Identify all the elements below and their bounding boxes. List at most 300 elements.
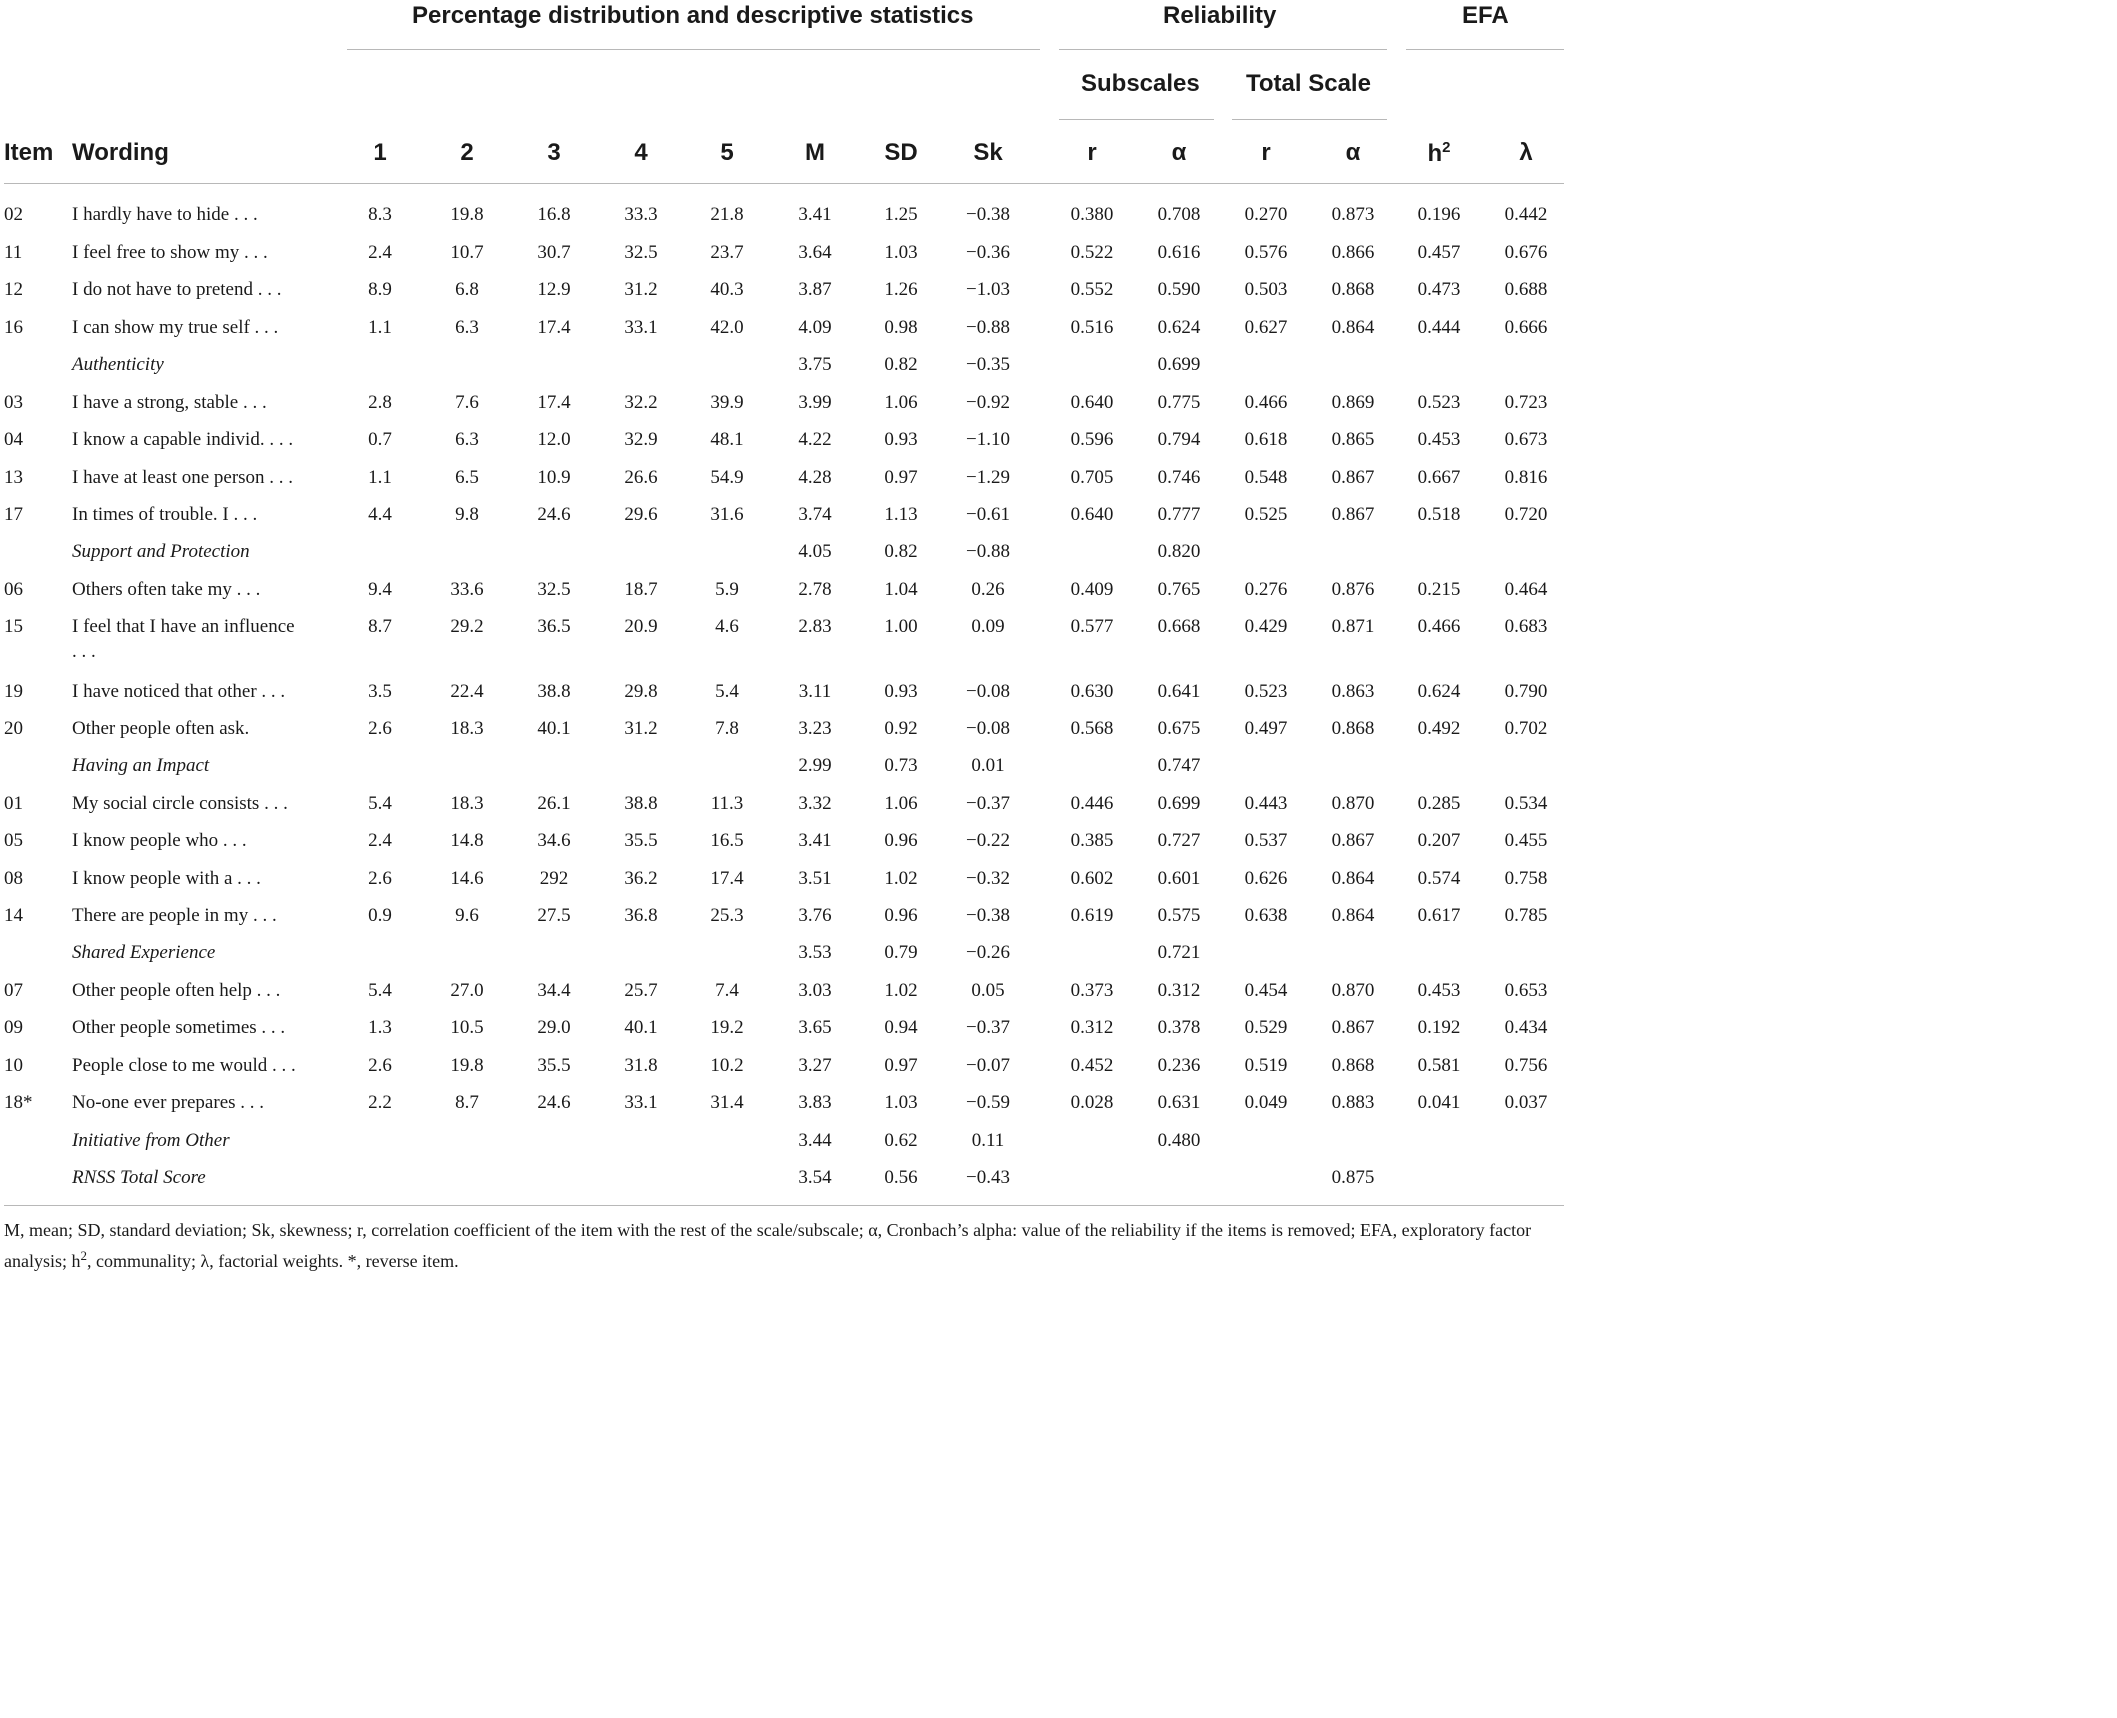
cell-sd: 0.97 [884,467,918,488]
cell-sub-alpha: 0.794 [1157,429,1201,450]
item-wording: I know a capable individ. . . . [72,429,294,450]
cell-pct-3: 30.7 [537,242,571,263]
cell-sd: 0.97 [884,1055,918,1076]
cell-total-alpha: 0.867 [1331,504,1375,525]
col-header-total-r: r [1261,139,1271,166]
cell-pct-5: 23.7 [710,242,744,263]
cell-h2: 0.581 [1417,1055,1461,1076]
cell-sub-r: 0.380 [1070,204,1114,225]
cell-sd: 1.03 [884,1092,918,1113]
cell-mean: 2.99 [798,755,832,776]
cell-skewness: 0.26 [971,579,1005,600]
cell-total-r: 0.523 [1244,681,1288,702]
cell-sub-r: 0.522 [1070,242,1114,263]
cell-total-r: 0.443 [1244,793,1288,814]
item-wording: I feel free to show my . . . [72,242,268,263]
cell-mean: 4.22 [798,429,832,450]
cell-lambda: 0.720 [1504,504,1548,525]
cell-h2: 0.207 [1417,830,1461,851]
cell-total-r: 0.049 [1244,1092,1288,1113]
cell-skewness: −0.88 [966,317,1010,338]
cell-sub-r: 0.312 [1070,1017,1114,1038]
cell-mean: 3.64 [798,242,832,263]
cell-mean: 3.75 [798,354,832,375]
cell-pct-2: 33.6 [450,579,484,600]
cell-lambda: 0.464 [1504,579,1548,600]
cell-pct-2: 9.6 [455,905,479,926]
cell-sub-alpha: 0.624 [1157,317,1201,338]
cell-sub-alpha: 0.631 [1157,1092,1201,1113]
cell-skewness: 0.11 [971,1130,1005,1151]
cell-total-r: 0.537 [1244,830,1288,851]
cell-sub-alpha: 0.312 [1157,980,1201,1001]
cell-pct-1: 5.4 [368,980,392,1001]
cell-h2: 0.215 [1417,579,1461,600]
cell-mean: 3.74 [798,504,832,525]
cell-h2: 0.492 [1417,718,1461,739]
cell-total-r: 0.466 [1244,392,1288,413]
cell-total-alpha: 0.883 [1331,1092,1375,1113]
cell-sd: 0.62 [884,1130,918,1151]
item-number: 11 [4,242,23,263]
cell-sub-alpha: 0.775 [1157,392,1201,413]
col-header-h2: $h^2$ [1427,139,1451,167]
cell-skewness: −0.08 [966,718,1010,739]
header-total-scale: Total Scale [1246,70,1371,97]
cell-lambda: 0.723 [1504,392,1548,413]
cell-sub-r: 0.385 [1070,830,1114,851]
cell-pct-2: 10.5 [450,1017,484,1038]
cell-sd: 0.82 [884,541,918,562]
cell-pct-2: 27.0 [450,980,484,1001]
cell-sub-alpha: 0.236 [1157,1055,1201,1076]
cell-mean: 3.27 [798,1055,832,1076]
cell-total-r: 0.525 [1244,504,1288,525]
cell-pct-2: 8.7 [455,1092,479,1113]
cell-skewness: −0.43 [966,1167,1010,1188]
cell-pct-5: 25.3 [710,905,744,926]
col-header-lambda: λ [1519,139,1533,166]
cell-total-r: 0.497 [1244,718,1288,739]
cell-pct-5: 39.9 [710,392,744,413]
item-number: 18* [4,1092,33,1113]
cell-pct-5: 48.1 [710,429,744,450]
cell-h2: 0.518 [1417,504,1461,525]
cell-sd: 0.94 [884,1017,918,1038]
cell-sub-alpha: 0.708 [1157,204,1201,225]
cell-sd: 0.79 [884,942,918,963]
cell-pct-2: 6.3 [455,317,479,338]
cell-lambda: 0.434 [1504,1017,1548,1038]
item-number: 17 [4,504,23,525]
cell-pct-3: 34.4 [537,980,571,1001]
cell-sd: 0.93 [884,429,918,450]
col-header-m: M [805,139,825,166]
cell-pct-4: 36.2 [624,868,658,889]
cell-pct-3: 35.5 [537,1055,571,1076]
item-wording: In times of trouble. I . . . [72,504,258,525]
cell-pct-1: 8.9 [368,279,392,300]
cell-pct-1: 5.4 [368,793,392,814]
cell-skewness: −0.59 [966,1092,1010,1113]
cell-sd: 1.06 [884,793,918,814]
cell-skewness: −0.37 [966,793,1010,814]
cell-pct-1: 2.2 [368,1092,392,1113]
cell-pct-3: 292 [539,868,569,889]
cell-pct-1: 2.4 [368,830,392,851]
cell-sub-alpha: 0.575 [1157,905,1201,926]
cell-mean: 3.99 [798,392,832,413]
cell-pct-3: 10.9 [537,467,571,488]
cell-pct-4: 40.1 [624,1017,658,1038]
col-header-wording: Wording [72,139,169,166]
cell-pct-1: 2.8 [368,392,392,413]
item-wording: I can show my true self . . . [72,317,279,338]
item-wording: Other people sometimes . . . [72,1017,286,1038]
cell-skewness: −0.61 [966,504,1010,525]
item-number: 19 [4,681,23,702]
cell-pct-3: 27.5 [537,905,571,926]
cell-skewness: −0.37 [966,1017,1010,1038]
cell-sub-r: 0.409 [1070,579,1114,600]
cell-pct-5: 31.4 [710,1092,744,1113]
cell-pct-4: 26.6 [624,467,658,488]
cell-pct-1: 1.1 [368,467,392,488]
cell-pct-5: 7.4 [715,980,739,1001]
cell-pct-4: 32.9 [624,429,658,450]
cell-total-r: 0.638 [1244,905,1288,926]
cell-sub-r: 0.640 [1070,392,1114,413]
cell-skewness: 0.01 [971,755,1005,776]
cell-total-alpha: 0.864 [1331,905,1375,926]
cell-pct-2: 6.5 [455,467,479,488]
cell-skewness: −0.26 [966,942,1010,963]
cell-mean: 3.54 [798,1167,832,1188]
cell-sub-r: 0.705 [1070,467,1114,488]
cell-pct-2: 6.3 [455,429,479,450]
cell-pct-1: 1.1 [368,317,392,338]
cell-mean: 4.28 [798,467,832,488]
cell-pct-5: 31.6 [710,504,744,525]
cell-pct-2: 18.3 [450,718,484,739]
cell-h2: 0.041 [1417,1092,1461,1113]
cell-total-alpha: 0.867 [1331,1017,1375,1038]
cell-pct-1: 9.4 [368,579,392,600]
item-number: 12 [4,279,23,300]
cell-sub-r: 0.602 [1070,868,1114,889]
header-group-efa: EFA [1462,2,1509,29]
cell-sd: 1.03 [884,242,918,263]
cell-skewness: −0.88 [966,541,1010,562]
item-wording: Other people often ask. [72,718,250,739]
cell-pct-5: 16.5 [710,830,744,851]
cell-sub-alpha: 0.378 [1157,1017,1201,1038]
cell-sub-alpha: 0.601 [1157,868,1201,889]
item-number: 20 [4,718,23,739]
cell-pct-3: 40.1 [537,718,571,739]
cell-lambda: 0.785 [1504,905,1548,926]
cell-skewness: −1.03 [966,279,1010,300]
cell-total-alpha: 0.868 [1331,279,1375,300]
cell-sub-alpha: 0.668 [1157,616,1201,637]
cell-mean: 3.83 [798,1092,832,1113]
cell-sub-r: 0.568 [1070,718,1114,739]
col-header-sk: Sk [973,139,1003,166]
cell-skewness: −0.08 [966,681,1010,702]
cell-h2: 0.453 [1417,429,1461,450]
item-number: 07 [4,980,23,1001]
cell-sd: 1.26 [884,279,918,300]
cell-pct-2: 10.7 [450,242,484,263]
item-number: 06 [4,579,23,600]
cell-pct-3: 16.8 [537,204,571,225]
cell-mean: 3.65 [798,1017,832,1038]
cell-total-r: 0.627 [1244,317,1288,338]
cell-pct-4: 31.2 [624,279,658,300]
cell-pct-4: 29.6 [624,504,658,525]
cell-mean: 3.76 [798,905,832,926]
cell-lambda: 0.666 [1504,317,1548,338]
table-footnote: M, mean; SD, standard deviation; Sk, skewness; r, correlation coefficient of the item with the rest of the scale/subscale; α, Cronbach’s alpha: value of the reliability if the items is removed; EFA, exploratory factor analysis; $h^2$, communality; λ, factorial weights. *, reverse item. [4,1220,1532,1271]
item-wording: I know people who . . . [72,830,247,851]
cell-pct-3: 38.8 [537,681,571,702]
subscale-name: Support and Protection [72,541,250,562]
cell-pct-3: 36.5 [537,616,571,637]
cell-total-r: 0.626 [1244,868,1288,889]
cell-pct-1: 2.6 [368,718,392,739]
cell-total-r: 0.276 [1244,579,1288,600]
cell-lambda: 0.702 [1504,718,1548,739]
cell-sd: 1.06 [884,392,918,413]
cell-sub-alpha: 0.727 [1157,830,1201,851]
cell-sd: 0.73 [884,755,918,776]
cell-h2: 0.473 [1417,279,1461,300]
cell-pct-3: 24.6 [537,504,571,525]
subscale-name: Having an Impact [72,755,210,776]
cell-sd: 1.25 [884,204,918,225]
cell-lambda: 0.534 [1504,793,1548,814]
cell-sub-alpha: 0.590 [1157,279,1201,300]
item-number: 10 [4,1055,23,1076]
cell-pct-2: 6.8 [455,279,479,300]
cell-lambda: 0.037 [1504,1092,1548,1113]
cell-total-r: 0.454 [1244,980,1288,1001]
cell-pct-4: 18.7 [624,579,658,600]
cell-lambda: 0.756 [1504,1055,1548,1076]
cell-pct-4: 32.5 [624,242,658,263]
cell-sub-r: 0.446 [1070,793,1114,814]
cell-lambda: 0.653 [1504,980,1548,1001]
cell-pct-3: 32.5 [537,579,571,600]
cell-lambda: 0.688 [1504,279,1548,300]
cell-mean: 3.32 [798,793,832,814]
cell-h2: 0.466 [1417,616,1461,637]
cell-pct-2: 22.4 [450,681,484,702]
cell-skewness: −0.38 [966,905,1010,926]
cell-pct-2: 18.3 [450,793,484,814]
cell-total-alpha: 0.870 [1331,793,1375,814]
cell-h2: 0.453 [1417,980,1461,1001]
cell-total-r: 0.618 [1244,429,1288,450]
cell-total-alpha: 0.876 [1331,579,1375,600]
col-header-3: 3 [547,139,561,166]
cell-sub-alpha: 0.699 [1157,354,1201,375]
item-wording: Other people often help . . . [72,980,281,1001]
cell-sd: 0.93 [884,681,918,702]
subscale-name: Authenticity [72,354,164,375]
cell-sd: 1.02 [884,980,918,1001]
cell-total-alpha: 0.868 [1331,1055,1375,1076]
col-header-2: 2 [460,139,474,166]
cell-mean: 3.87 [798,279,832,300]
cell-sub-alpha: 0.641 [1157,681,1201,702]
item-wording-continuation: . . . [72,641,96,662]
item-number: 05 [4,830,23,851]
cell-total-r: 0.519 [1244,1055,1288,1076]
cell-pct-5: 40.3 [710,279,744,300]
cell-pct-3: 34.6 [537,830,571,851]
cell-pct-1: 1.3 [368,1017,392,1038]
item-wording: I have a strong, stable . . . [72,392,267,413]
cell-h2: 0.444 [1417,317,1461,338]
cell-sd: 0.56 [884,1167,918,1188]
col-header-total-alpha: α [1345,139,1361,166]
cell-sub-r: 0.452 [1070,1055,1114,1076]
cell-pct-4: 33.1 [624,317,658,338]
cell-mean: 2.83 [798,616,832,637]
cell-sub-r: 0.516 [1070,317,1114,338]
cell-sub-r: 0.640 [1070,504,1114,525]
cell-pct-2: 7.6 [455,392,479,413]
cell-skewness: −0.35 [966,354,1010,375]
cell-mean: 3.51 [798,868,832,889]
item-number: 04 [4,429,23,450]
cell-pct-1: 2.6 [368,1055,392,1076]
cell-pct-2: 19.8 [450,204,484,225]
cell-total-r: 0.270 [1244,204,1288,225]
cell-pct-3: 17.4 [537,392,571,413]
cell-total-alpha: 0.867 [1331,467,1375,488]
cell-sub-alpha: 0.480 [1157,1130,1201,1151]
cell-pct-1: 2.6 [368,868,392,889]
cell-total-r: 0.576 [1244,242,1288,263]
cell-total-r: 0.429 [1244,616,1288,637]
cell-total-alpha: 0.873 [1331,204,1375,225]
cell-pct-5: 54.9 [710,467,744,488]
col-header-sub-alpha: α [1171,139,1187,166]
cell-h2: 0.192 [1417,1017,1461,1038]
item-number: 02 [4,204,23,225]
item-wording: Others often take my . . . [72,579,261,600]
item-wording: There are people in my . . . [72,905,277,926]
cell-sub-alpha: 0.675 [1157,718,1201,739]
cell-sub-alpha: 0.699 [1157,793,1201,814]
cell-mean: 4.09 [798,317,832,338]
cell-skewness: −0.36 [966,242,1010,263]
cell-total-alpha: 0.866 [1331,242,1375,263]
cell-lambda: 0.673 [1504,429,1548,450]
cell-total-alpha: 0.875 [1331,1167,1375,1188]
cell-pct-4: 20.9 [624,616,658,637]
cell-pct-5: 42.0 [710,317,744,338]
cell-pct-4: 25.7 [624,980,658,1001]
cell-pct-2: 14.6 [450,868,484,889]
cell-mean: 3.23 [798,718,832,739]
cell-sub-r: 0.028 [1070,1092,1114,1113]
cell-pct-4: 33.3 [624,204,658,225]
cell-total-alpha: 0.869 [1331,392,1375,413]
cell-pct-5: 4.6 [715,616,739,637]
cell-h2: 0.617 [1417,905,1461,926]
cell-pct-1: 8.3 [368,204,392,225]
item-wording: I hardly have to hide . . . [72,204,258,225]
subscale-name: RNSS Total Score [72,1167,206,1188]
item-number: 13 [4,467,23,488]
cell-sub-alpha: 0.777 [1157,504,1201,525]
cell-total-alpha: 0.865 [1331,429,1375,450]
cell-h2: 0.196 [1417,204,1461,225]
cell-sd: 1.04 [884,579,918,600]
cell-pct-5: 21.8 [710,204,744,225]
header-group-percentage: Percentage distribution and descriptive statistics [412,2,974,29]
col-header-1: 1 [373,139,387,166]
cell-pct-4: 35.5 [624,830,658,851]
cell-skewness: −0.22 [966,830,1010,851]
cell-pct-2: 9.8 [455,504,479,525]
cell-pct-3: 24.6 [537,1092,571,1113]
cell-total-alpha: 0.864 [1331,317,1375,338]
cell-pct-5: 10.2 [710,1055,744,1076]
cell-mean: 3.11 [798,681,832,702]
cell-pct-5: 5.4 [715,681,739,702]
cell-lambda: 0.790 [1504,681,1548,702]
header-subscales: Subscales [1081,70,1200,97]
cell-h2: 0.624 [1417,681,1461,702]
cell-lambda: 0.758 [1504,868,1548,889]
cell-pct-4: 36.8 [624,905,658,926]
cell-mean: 2.78 [798,579,832,600]
cell-sub-r: 0.630 [1070,681,1114,702]
cell-pct-2: 14.8 [450,830,484,851]
subscale-name: Shared Experience [72,942,216,963]
col-header-sd: SD [884,139,918,166]
cell-total-alpha: 0.864 [1331,868,1375,889]
cell-skewness: −0.07 [966,1055,1010,1076]
cell-pct-1: 8.7 [368,616,392,637]
item-number: 16 [4,317,23,338]
cell-sd: 0.96 [884,905,918,926]
cell-total-alpha: 0.867 [1331,830,1375,851]
cell-skewness: −0.38 [966,204,1010,225]
cell-skewness: −1.29 [966,467,1010,488]
cell-h2: 0.523 [1417,392,1461,413]
item-wording: No-one ever prepares . . . [72,1092,265,1113]
item-wording: I have noticed that other . . . [72,681,286,702]
cell-mean: 3.44 [798,1130,832,1151]
cell-skewness: 0.05 [971,980,1005,1001]
cell-sub-alpha: 0.820 [1157,541,1201,562]
cell-sub-r: 0.596 [1070,429,1114,450]
cell-sd: 1.13 [884,504,918,525]
cell-sd: 0.98 [884,317,918,338]
cell-sub-alpha: 0.765 [1157,579,1201,600]
cell-sub-r: 0.577 [1070,616,1114,637]
item-wording: I have at least one person . . . [72,467,294,488]
cell-pct-3: 12.9 [537,279,571,300]
col-header-item: Item [4,139,54,166]
item-wording: People close to me would . . . [72,1055,296,1076]
cell-pct-1: 0.7 [368,429,392,450]
